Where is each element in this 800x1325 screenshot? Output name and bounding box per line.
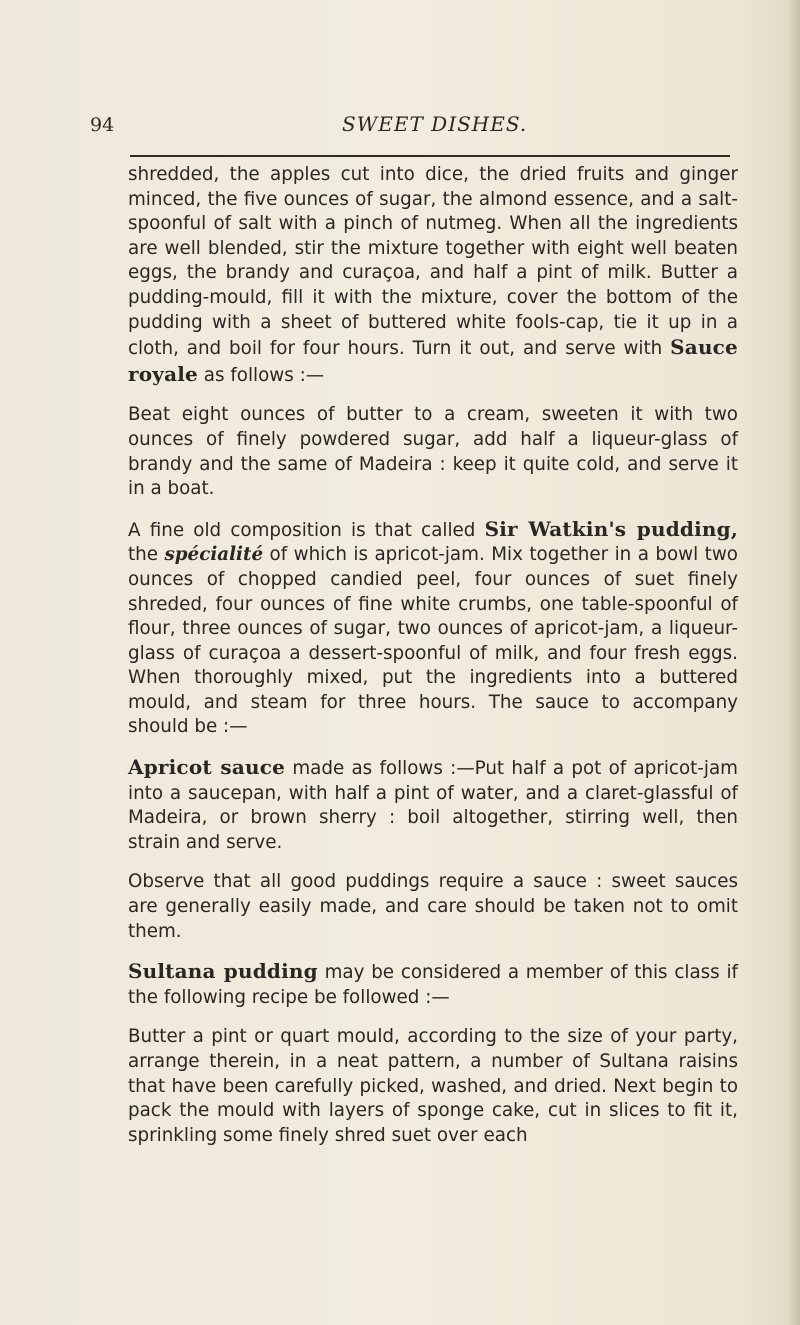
page-number: 94 (90, 114, 115, 136)
paragraph-2: Beat eight ounces of butter to a cream, sweeten it with two ounces of finely powdered sugar, add half a liqueur-glass of brandy and the same of Madeira : keep it quite cold, and serve it in a boat. (128, 404, 738, 500)
paragraph-4: Apricot sauce made as follows :—Put half a pot of apricot-jam into a saucepan, with half a pint of water, and a claret-glassful of Madeira, or brown sherry : boil altogether, stirring well, then strain and serve. (128, 755, 738, 853)
heading-apricot-sauce: Apricot sauce (128, 755, 286, 780)
running-head (90, 114, 740, 144)
running-title: SWEET DISHES. (342, 112, 528, 136)
paragraph-6: Sultana pudding may be considered a member of this class if the following recipe be followed :— (128, 959, 738, 1008)
italic-specialite: spécialité (164, 544, 264, 566)
paragraph-7: Butter a pint or quart mould, according to the size of your party, arrange therein, in a neat pattern, a number of Sultana raisins that have been carefully picked, washed, and dried. Next begin to pack the mould with layers of sponge cake, cut in slices to fit it, sprinkling some finely shred suet over each (128, 1026, 738, 1146)
page-edge-shadow (786, 0, 800, 1325)
heading-sultana-pudding: Sultana pudding (128, 959, 318, 984)
heading-sauce-royale: Sauce royale (128, 335, 738, 386)
paragraph-3: A fine old composition is that called Sir Watkin's pudding, the spécialité of which is apricot-jam. Mix together in a bowl two ounces of chopped candied peel, four ounces of suet finely shreded, four ounces of fine white crumbs, one table-spoonful of flour, three ounces of sugar, two ounces of apricot-jam, a liqueur-glass of curaçoa a dessert-spoonful of milk, and four fresh eggs. When thoroughly mixed, put the ingredients into a buttered mould, and steam for three hours. The sauce to accompany should be :— (128, 516, 738, 738)
paragraph-1: shredded, the apples cut into dice, the dried fruits and ginger minced, the five ounces of sugar, the almond essence, and a salt-spoonful of salt with a pinch of nutmeg. When all the ingredients are well blended, stir the mixture together with eight well beaten eggs, the brandy and curaçoa, and half a pint of milk. Butter a pudding-mould, fill it with the mixture, cover the bottom of the pudding with a sheet of buttered white fools-cap, tie it up in a cloth, and boil for four hours. Turn it out, and serve with Sauce royale as follows :— (128, 164, 738, 386)
body-text (128, 163, 738, 1163)
paragraph-5: Observe that all good puddings require a sauce : sweet sauces are generally easily made, and care should be taken not to omit them. (128, 871, 738, 942)
heading-sir-watkins-pudding: Sir Watkin's pudding, (484, 516, 738, 541)
header-rule (130, 155, 730, 157)
